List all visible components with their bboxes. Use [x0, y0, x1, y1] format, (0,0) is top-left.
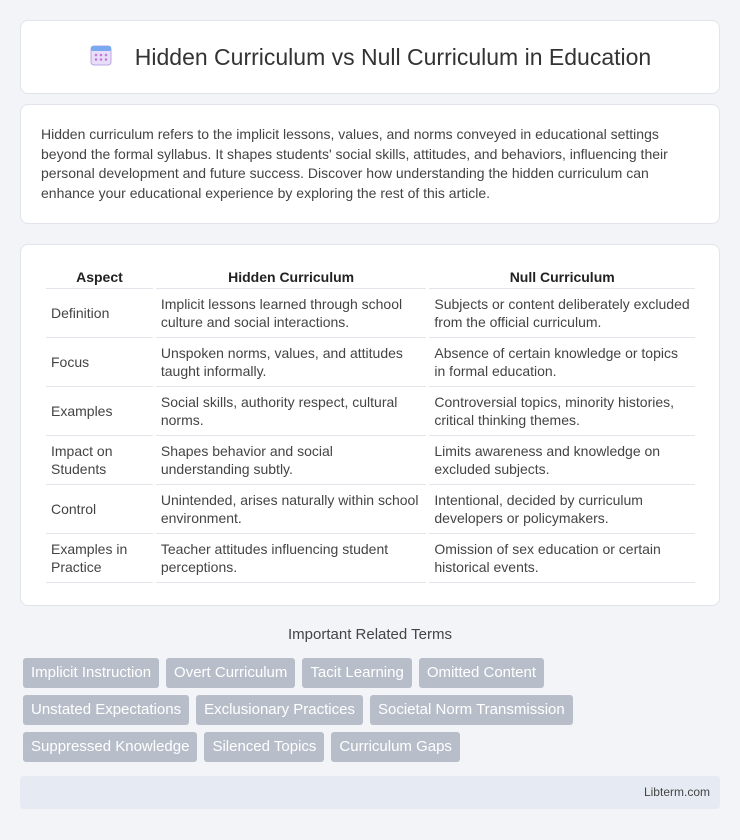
- term-tag[interactable]: Unstated Expectations: [23, 695, 189, 725]
- related-terms-list: [23, 658, 723, 769]
- footer: [20, 776, 720, 809]
- cell-hidden: Social skills, authority respect, cultural norms.: [156, 387, 427, 436]
- term-tag[interactable]: Omitted Content: [419, 658, 544, 688]
- cell-null: Limits awareness and knowledge on excluded subjects.: [429, 436, 695, 485]
- cell-null: Intentional, decided by curriculum developers or policymakers.: [429, 485, 695, 534]
- cell-aspect: Definition: [46, 289, 153, 338]
- tag-row: [23, 732, 723, 762]
- cell-aspect: Focus: [46, 338, 153, 387]
- term-tag[interactable]: Suppressed Knowledge: [23, 732, 197, 762]
- cell-null: Omission of sex education or certain historical events.: [429, 534, 695, 583]
- calendar-icon: [89, 43, 113, 72]
- header-hidden-curriculum: Hidden Curriculum: [156, 267, 427, 289]
- page-title: Hidden Curriculum vs Null Curriculum in Education: [134, 43, 652, 70]
- term-tag[interactable]: Implicit Instruction: [23, 658, 159, 688]
- cell-null: Controversial topics, minority histories, critical thinking themes.: [429, 387, 695, 436]
- cell-hidden: Unspoken norms, values, and attitudes taught informally.: [156, 338, 427, 387]
- header-null-curriculum: Null Curriculum: [429, 267, 695, 289]
- header-aspect: Aspect: [46, 267, 153, 289]
- header-card: [20, 20, 720, 94]
- cell-hidden: Unintended, arises naturally within school environment.: [156, 485, 427, 534]
- term-tag[interactable]: Curriculum Gaps: [331, 732, 460, 762]
- table-row: [46, 436, 695, 485]
- cell-aspect: Examples: [46, 387, 153, 436]
- intro-card: [20, 104, 720, 224]
- comparison-table: [43, 267, 698, 583]
- cell-hidden: Shapes behavior and social understanding subtly.: [156, 436, 427, 485]
- intro-paragraph: Hidden curriculum refers to the implicit lessons, values, and norms conveyed in educational settings beyond the formal syllabus. It shapes students' social skills, attitudes, and behaviors, influencing their personal development and future success. Discover how understanding the hidden curriculum can enhance your educational experience by exploring the rest of this article.: [41, 126, 668, 201]
- term-tag[interactable]: Silenced Topics: [204, 732, 324, 762]
- table-header-row: [46, 267, 695, 289]
- term-tag[interactable]: Tacit Learning: [302, 658, 411, 688]
- cell-hidden: Implicit lessons learned through school culture and social interactions.: [156, 289, 427, 338]
- table-row: [46, 534, 695, 583]
- comparison-card: [20, 244, 720, 606]
- table-row: [46, 387, 695, 436]
- term-tag[interactable]: Exclusionary Practices: [196, 695, 363, 725]
- footer-source-link[interactable]: Libterm.com: [643, 785, 710, 799]
- term-tag[interactable]: Societal Norm Transmission: [370, 695, 573, 725]
- cell-aspect: Control: [46, 485, 153, 534]
- tag-row: [23, 695, 723, 725]
- related-terms-title: Important Related Terms: [288, 626, 452, 643]
- cell-aspect: Examples in Practice: [46, 534, 153, 583]
- table-row: [46, 289, 695, 338]
- table-row: [46, 338, 695, 387]
- cell-null: Absence of certain knowledge or topics in formal education.: [429, 338, 695, 387]
- cell-null: Subjects or content deliberately excluded from the official curriculum.: [429, 289, 695, 338]
- tag-row: [23, 658, 723, 688]
- cell-hidden: Teacher attitudes influencing student perceptions.: [156, 534, 427, 583]
- cell-aspect: Impact on Students: [46, 436, 153, 485]
- term-tag[interactable]: Overt Curriculum: [166, 658, 295, 688]
- table-row: [46, 485, 695, 534]
